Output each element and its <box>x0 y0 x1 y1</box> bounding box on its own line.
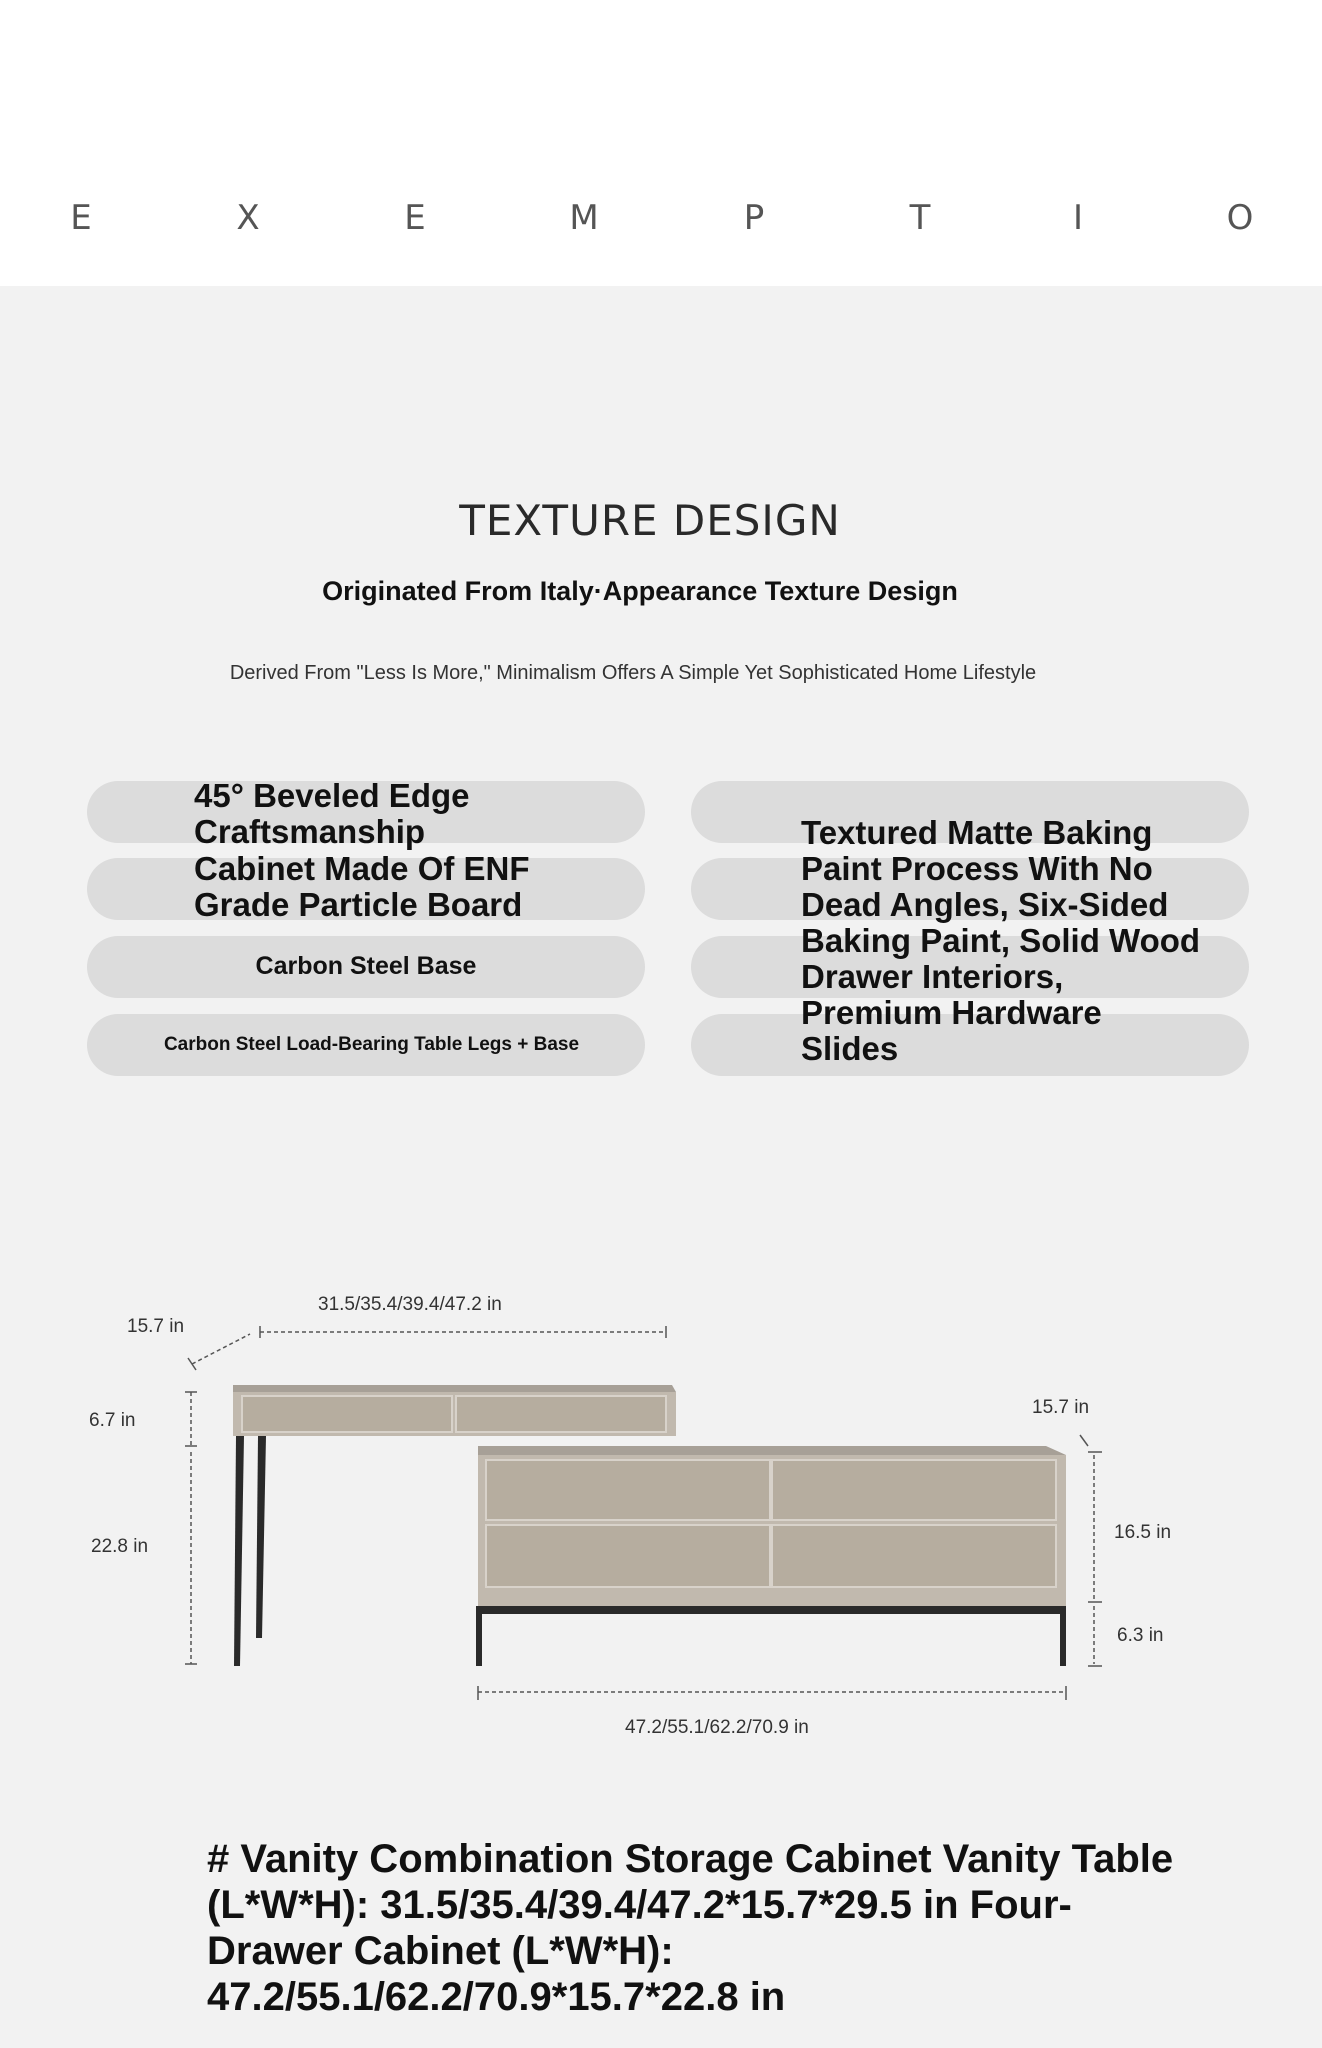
vanity-top <box>233 1385 676 1392</box>
brand-letter: T <box>909 198 931 238</box>
vanity-drawer <box>456 1396 666 1432</box>
section-tagline: Derived From "Less Is More," Minimalism Offers A Simple Yet Sophisticated Home Lifestyle <box>229 662 1037 684</box>
brand-letter: X <box>236 198 260 238</box>
dim-cabinet-length: 47.2/55.1/62.2/70.9 in <box>625 1717 809 1738</box>
section-subtitle: Originated From Italy·Appearance Texture Design <box>322 576 958 606</box>
brand-letter: P <box>743 198 765 238</box>
feature-baking-paint: Textured Matte Baking Paint Process With No Dead Angles, Six-Sided Baking Paint, Solid Wood Drawer Interiors, Premium Hardware Slides <box>801 814 1201 1067</box>
feature-particle-board: Cabinet Made Of ENF Grade Particle Board <box>194 850 530 923</box>
feature-carbon-base: Carbon Steel Base <box>255 952 477 980</box>
cabinet-base <box>478 1606 1066 1614</box>
dim-leg-height: 22.8 in <box>91 1536 149 1557</box>
furniture-diagram <box>0 1260 1322 1740</box>
dim-cabinet-body-height: 16.5 in <box>1114 1522 1172 1543</box>
dim-vanity-depth: 15.7 in <box>127 1316 185 1337</box>
brand-letter: M <box>569 198 599 238</box>
brand-letter: O <box>1226 198 1254 238</box>
vanity-drawer <box>242 1396 452 1432</box>
cabinet-drawer <box>486 1460 770 1520</box>
brand-letter: E <box>404 198 426 238</box>
product-heading: # Vanity Combination Storage Cabinet Vanity Table (L*W*H): 31.5/35.4/39.4/47.2*15.7*29.5 in Four-Drawer Cabinet (L*W*H): 47.2/55.1/62.2/70.9*15.7*22.8 in <box>207 1837 1174 2019</box>
dim-cabinet-depth: 15.7 in <box>1032 1397 1090 1418</box>
dim-vanity-length: 31.5/35.4/39.4/47.2 in <box>318 1294 502 1315</box>
cabinet-leg <box>1060 1606 1066 1666</box>
dim-drawer-height: 6.7 in <box>89 1410 136 1431</box>
cabinet-drawer <box>772 1525 1056 1587</box>
section-title: TEXTURE DESIGN <box>459 496 841 545</box>
vanity-leg <box>234 1436 244 1666</box>
feature-carbon-legs: Carbon Steel Load-Bearing Table Legs + Base <box>163 1034 580 1055</box>
vanity-leg <box>256 1436 266 1638</box>
brand-banner <box>0 0 1322 286</box>
cabinet-top <box>478 1446 1066 1455</box>
feature-beveled-edge: 45° Beveled Edge Craftsmanship <box>194 777 470 850</box>
cabinet-drawer <box>486 1525 770 1587</box>
brand-letter: I <box>1072 198 1084 238</box>
brand-letter: E <box>70 198 92 238</box>
cabinet-leg <box>476 1606 482 1666</box>
cabinet-drawer <box>772 1460 1056 1520</box>
dim-cabinet-base-height: 6.3 in <box>1117 1625 1164 1646</box>
